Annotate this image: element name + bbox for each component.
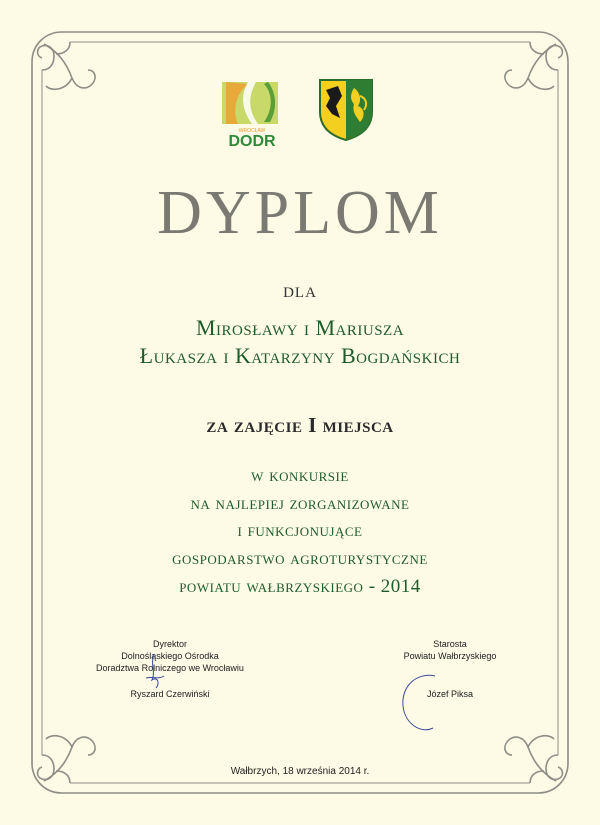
contest-line: w konkursie bbox=[251, 465, 349, 486]
dodr-logo-subtitle: WROCŁAW bbox=[238, 128, 266, 134]
coat-of-arms-icon bbox=[316, 76, 376, 142]
signatory-left-name: Ryszard Czerwiński bbox=[130, 689, 210, 699]
page-title: DYPLOM bbox=[157, 179, 443, 247]
dodr-logo-text: DODR bbox=[228, 133, 276, 150]
recipient-line: Mirosławy i Mariusza bbox=[195, 315, 405, 340]
signature-left bbox=[140, 650, 170, 690]
contest-line: powiatu wałbrzyskiego - 2014 bbox=[179, 576, 421, 597]
signatory-title-line: Dolnośląskiego Ośrodka bbox=[121, 651, 219, 661]
contest-line: na najlepiej zorganizowane bbox=[190, 493, 410, 514]
signature-right bbox=[395, 668, 465, 738]
contest-line: i funkcjonujące bbox=[237, 520, 363, 541]
recipient-intro: DLA bbox=[283, 285, 317, 301]
signatory-title-line: Doradztwa Rolniczego we Wrocławiu bbox=[96, 663, 244, 673]
contest-line: gospodarstwo agroturystyczne bbox=[172, 548, 428, 569]
signatory-left-title bbox=[70, 638, 270, 674]
signatory-title-line: Dyrektor bbox=[152, 639, 187, 649]
signatory-right-name: Józef Piksa bbox=[426, 689, 474, 699]
place-date: Wałbrzych, 18 września 2014 r. bbox=[230, 766, 370, 777]
signatory-title-line: Starosta bbox=[433, 639, 467, 649]
signatory-right-title bbox=[360, 638, 540, 662]
recipient-line: Łukasza i Katarzyny Bogdańskich bbox=[139, 343, 461, 368]
award-text: za zajęcie I miejsca bbox=[206, 413, 394, 437]
signatory-title-line: Powiatu Wałbrzyskiego bbox=[403, 651, 497, 661]
dodr-logo bbox=[218, 80, 288, 150]
